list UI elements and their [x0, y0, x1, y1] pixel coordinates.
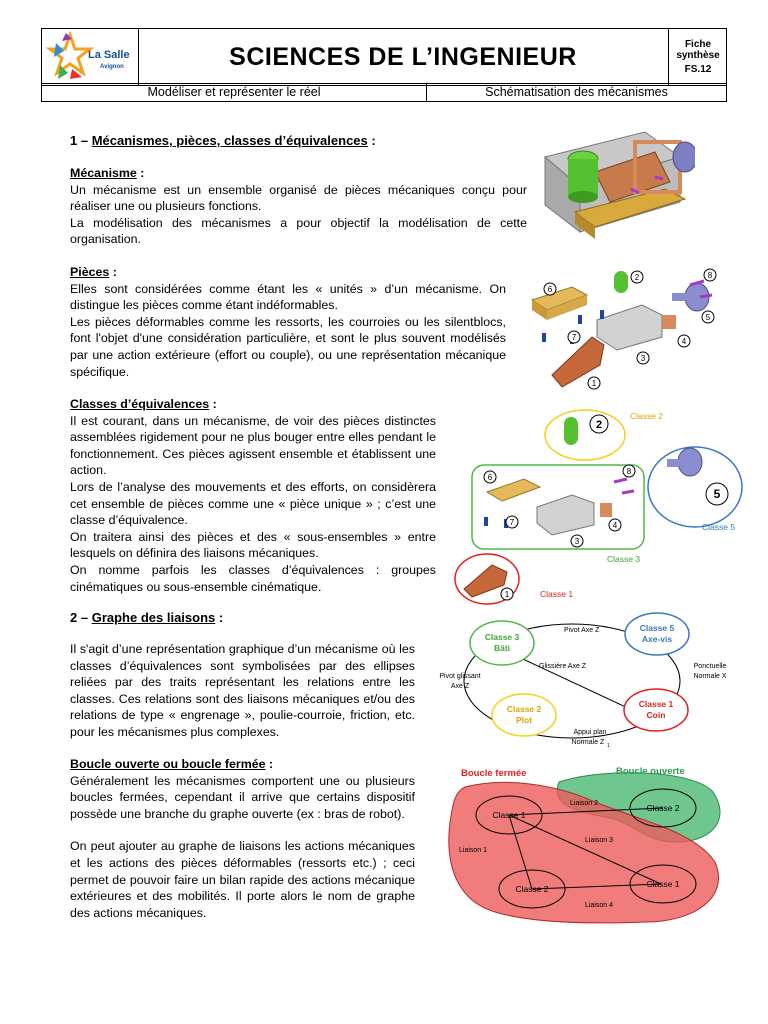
class3-num4: 4 [612, 521, 618, 530]
boucle-p3: On peut ajouter au graphe de liaisons les actions mécaniques et les actions des pièces déformables (ressorts etc.) ; ceci permet de pouvoir faire un bilan rapide des actions mécanique extérieures et des mobilités. Il porte alors le nom de graphe des actions mécaniques. [70, 839, 415, 920]
subtitle-bar [41, 83, 727, 102]
classes-p2: Lors de l’analyse des mouvements et des efforts, on considèrera cet ensemble de pièces comme une « pièce unique » ; c’est une classe d’équivalence. [70, 479, 436, 528]
graph-c3-label: Classe 3 [484, 632, 520, 642]
pieces-block [70, 264, 506, 380]
section1-number: 1 – [70, 133, 89, 148]
classes-heading [70, 396, 436, 413]
fiche-box [668, 29, 727, 85]
graph-c5-label: Classe 5 [639, 623, 675, 633]
classes-heading-suffix: : [209, 397, 217, 411]
classes-p3: On traitera ainsi des pièces et des « sous-ensembles » entre lesquels on définira des liaisons mécaniques. [70, 529, 436, 561]
boucle-heading-text: Boucle ouverte ou boucle fermée [70, 757, 266, 771]
pieces-heading [70, 264, 506, 281]
subtitle-right: Schématisation des mécanismes [485, 85, 668, 99]
class3-num6: 6 [487, 473, 493, 482]
classes-heading-text: Classes d’équivalences [70, 397, 210, 411]
class3-num8: 8 [626, 467, 632, 476]
mecanisme-p1: Un mécanisme est un ensemble organisé de pièces mécaniques conçu pour réaliser une ou plusieurs fonctions. [70, 182, 527, 214]
class5-label: Classe 5 [702, 522, 736, 532]
section2-suffix: : [215, 610, 224, 625]
edge-pivot-glissant: Pivot glissant [439, 673, 481, 680]
loop-classe1-a: Classe 1 [492, 810, 526, 820]
logo [42, 29, 139, 85]
boucle-heading [70, 756, 415, 773]
pieces-p2: Les pièces déformables comme les ressorts, les courroies ou les silentblocs, font l'objet d'une considération particulière, et sont le plus souvent modélisés par une action extérieure (effort ou couple), ou une représentation mécanique spécifique. [70, 314, 506, 379]
boucles-figure [445, 762, 730, 930]
boucle-p2: Généralement les mécanismes comportent une ou plusieurs boucles fermées, cependant il arrive que certains dispositif possède une branche du graphe ouverte (ex : bras de robot). [70, 773, 415, 821]
edge-ponctuelle-normale: Normale X [693, 673, 727, 680]
class1-label: Classe 1 [540, 589, 574, 599]
header-box [41, 28, 727, 86]
loop-classe2-b: Classe 2 [646, 803, 680, 813]
class5-num: 5 [713, 487, 721, 501]
mecanisme-heading-suffix: : [136, 166, 145, 180]
class1-num: 1 [504, 590, 510, 599]
edge-appui-normale: Normale Z [571, 739, 605, 746]
mechanism-3d-figure [535, 127, 695, 245]
section2-title: Graphe des liaisons [91, 610, 216, 625]
fiche-label: Fiche synthèse [676, 39, 720, 61]
section2-p1: Il s'agit d’une représentation graphique d’un mécanisme où les classes d’équivalences sont symbolisées par des ellipses reliées par des traits représentant les relations entre les classes. Ces relations sont des liaisons mécaniques et/ou des relations de type « engrenage », poulie-courroie, friction, etc. pour les mécanismes plus complexes. [70, 642, 415, 739]
class2-num: 2 [595, 419, 603, 431]
boucle-block [70, 756, 415, 921]
class2-label: Classe 2 [630, 411, 664, 421]
section2-number: 2 – [70, 610, 89, 625]
edge-glissiere: Glissière Axe Z [539, 663, 587, 670]
exploded-view-figure [522, 265, 727, 395]
page-title: SCIENCES DE L’INGENIEUR [229, 42, 577, 71]
loop-classe2-a: Classe 2 [515, 884, 549, 894]
loop-liaison3: Liaison 3 [585, 837, 614, 844]
graph-c1-label: Classe 1 [638, 699, 674, 709]
section1-suffix: : [367, 133, 376, 148]
edge-appui-plan: Appui plan [573, 729, 607, 736]
pieces-heading-text: Pièces [70, 265, 110, 279]
equivalence-classes-figure [452, 407, 744, 607]
boucle-ouverte-label: Boucle ouverte [616, 766, 685, 777]
class3-label: Classe 3 [607, 554, 641, 564]
graph-c2-label: Classe 2 [506, 704, 542, 714]
star-logo-icon [42, 29, 138, 85]
edge-pivot-z: Pivot Axe Z [564, 627, 600, 634]
boucle-heading-suffix: : [265, 757, 274, 771]
mecanisme-p2: La modélisation des mécanismes a pour objectif la modélisation de cette organisation. [70, 215, 527, 247]
label-1: 1 [591, 379, 597, 388]
mecanisme-block [70, 165, 527, 248]
loop-liaison1: Liaison 1 [459, 847, 488, 854]
graph-c1-sub: Coin [646, 710, 666, 720]
edge-appui-subscript: 1 [607, 743, 610, 749]
subtitle-left: Modéliser et représenter le réel [42, 84, 427, 101]
mecanisme-heading [70, 165, 527, 182]
fiche-number: FS.12 [684, 64, 712, 75]
section1-title: Mécanismes, pièces, classes d’équivalences [91, 133, 368, 148]
graph-c5-sub: Axe-vis [641, 634, 673, 644]
boucle-fermee-label: Boucle fermée [461, 768, 527, 779]
edge-ponctuelle: Ponctuelle [693, 663, 727, 670]
loop-liaison4: Liaison 4 [585, 902, 614, 909]
graph-c2-sub: Plot [515, 715, 533, 725]
edge-pivot-glissant-axe: Axe Z [450, 683, 470, 690]
label-4: 4 [681, 337, 687, 346]
section2-heading [70, 610, 223, 625]
label-6: 6 [547, 285, 553, 294]
pieces-heading-suffix: : [109, 265, 117, 279]
pieces-p1: Elles sont considérées comme étant les « unités » d’un mécanisme. On distingue les pièces comme étant indéformables. [70, 281, 506, 313]
classes-p4: On nomme parfois les classes d’équivalences : groupes cinématiques ou sous-ensemble cinématique. [70, 562, 436, 594]
class3-num7: 7 [509, 518, 515, 527]
loop-classe1-b: Classe 1 [646, 879, 680, 889]
section1-heading [70, 133, 376, 148]
section2-p1-block [70, 641, 415, 741]
graph-c3-sub: Bâti [493, 643, 511, 653]
logo-subtext: Avignon [100, 64, 124, 70]
label-7: 7 [571, 333, 577, 342]
logo-text: La Salle [88, 49, 130, 61]
label-8: 8 [707, 271, 713, 280]
class3-num3: 3 [574, 537, 580, 546]
classes-p1: Il est courant, dans un mécanisme, de voir des pièces distinctes assemblées rigidement pour ne plus bouger entre elles pendant le fonctionnement. Ces pièces agissent ensemble et établissent une action. [70, 413, 436, 478]
mecanisme-heading-text: Mécanisme [70, 166, 137, 180]
label-5: 5 [705, 313, 711, 322]
label-2: 2 [634, 273, 640, 282]
classes-block [70, 396, 436, 595]
liaison-graph [432, 610, 742, 752]
loop-liaison2: Liaison 2 [570, 800, 599, 807]
label-3: 3 [640, 354, 646, 363]
